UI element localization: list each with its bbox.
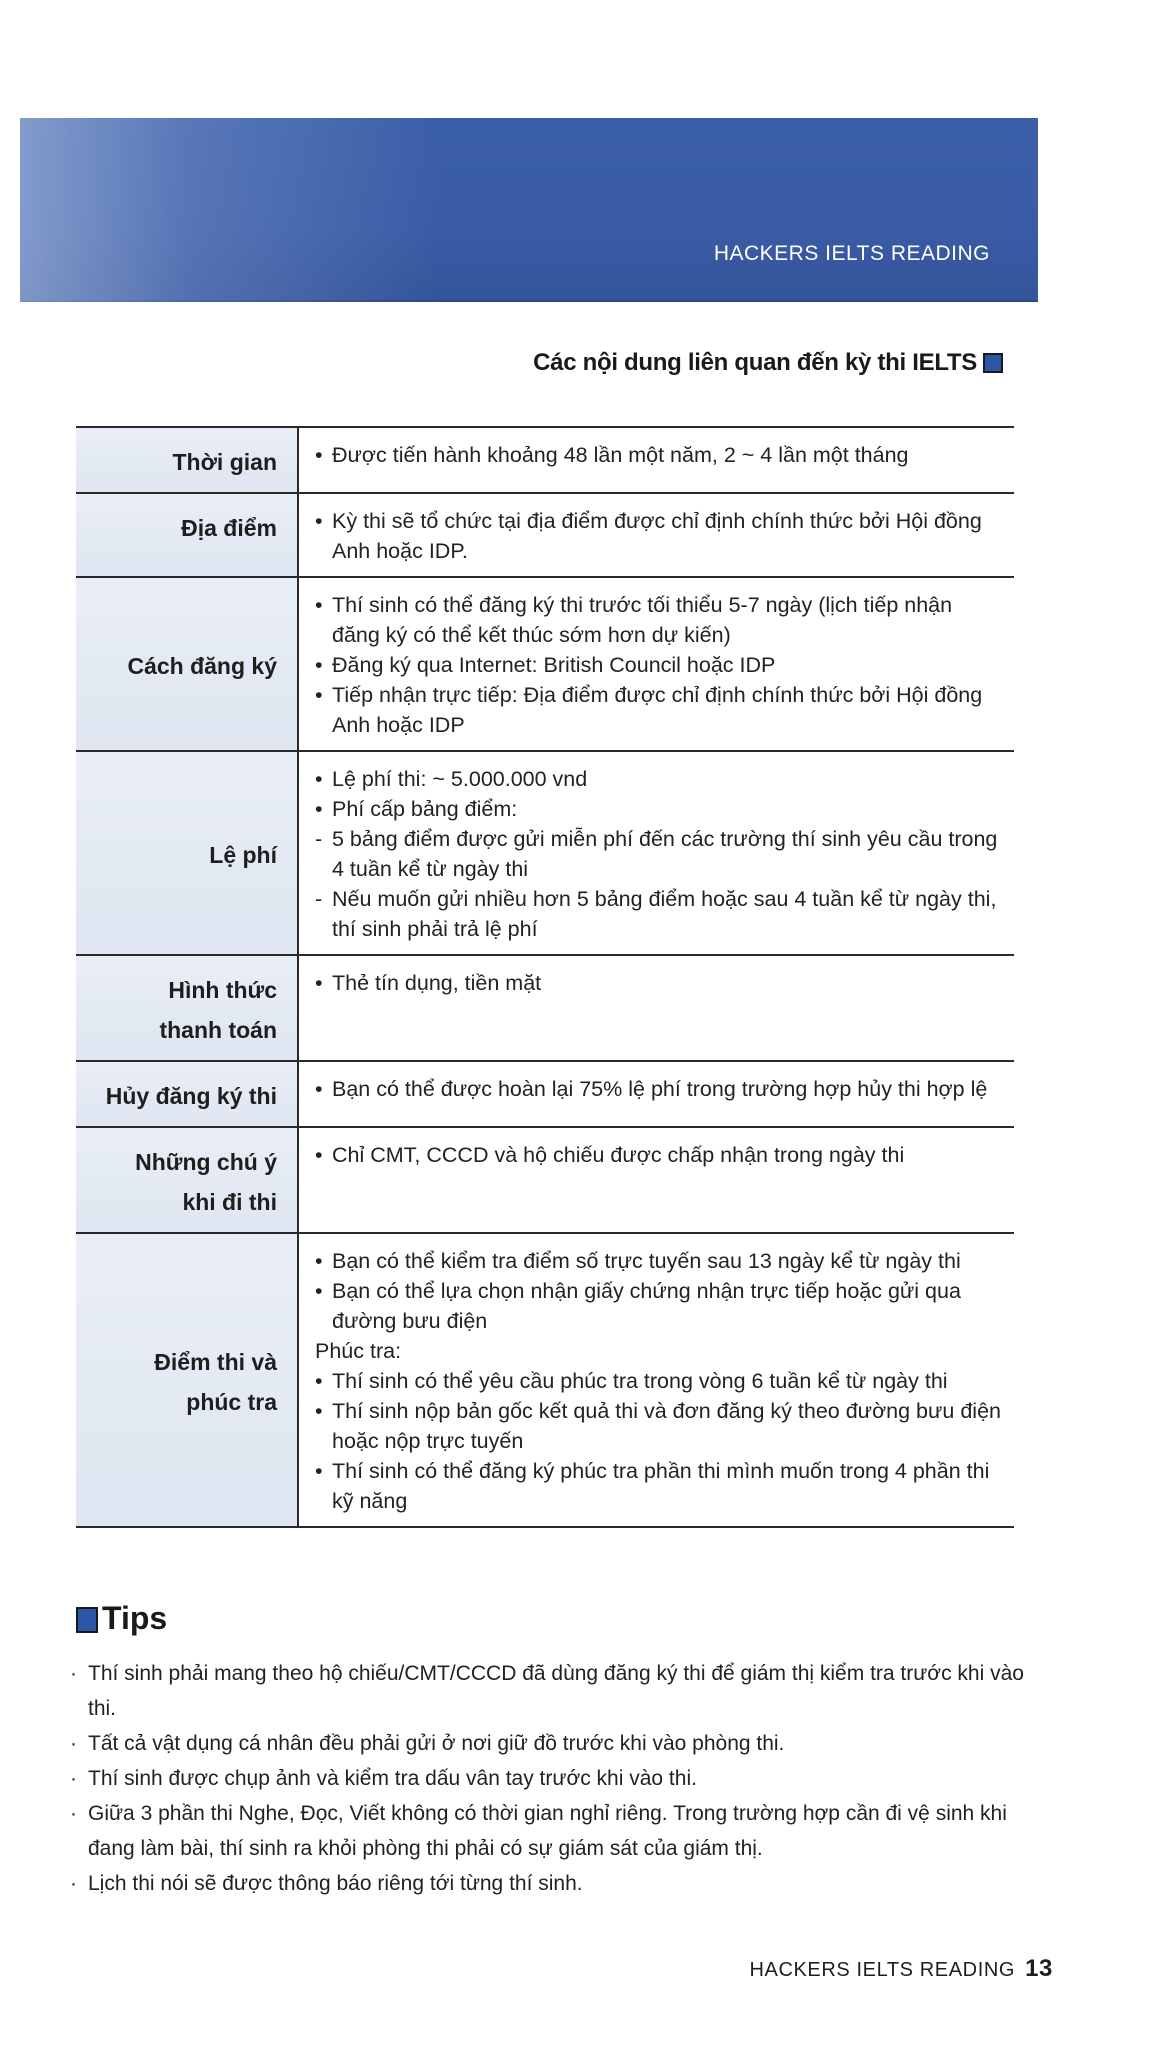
content-text: Thí sinh nộp bản gốc kết quả thi và đơn đăng ký theo đường bưu điện hoặc nộp trực tuyến bbox=[332, 1399, 1001, 1453]
bullet-icon: • bbox=[315, 1459, 323, 1483]
row-label-line: Hủy đăng ký thi bbox=[105, 1083, 277, 1109]
bullet-icon: • bbox=[315, 1143, 323, 1167]
content-text: Thí sinh có thể đăng ký phúc tra phần thi mình muốn trong 4 phần thi kỹ năng bbox=[332, 1459, 990, 1513]
row-label-line: Những chú ý bbox=[135, 1149, 277, 1175]
tip-text: Tất cả vật dụng cá nhân đều phải gửi ở nơi giữ đồ trước khi vào phòng thi. bbox=[88, 1732, 785, 1755]
row-label bbox=[76, 1127, 298, 1233]
exam-info-table bbox=[76, 426, 1014, 1528]
content-text: Phí cấp bảng điểm: bbox=[332, 797, 518, 821]
row-content bbox=[298, 1061, 1014, 1127]
tips-heading-text: Tips bbox=[102, 1600, 168, 1636]
tips-list bbox=[70, 1656, 1030, 1901]
row-label-line: Lệ phí bbox=[209, 842, 277, 868]
table-row bbox=[76, 493, 1014, 577]
row-content bbox=[298, 1233, 1014, 1527]
row-label bbox=[76, 751, 298, 955]
table-row bbox=[76, 1127, 1014, 1233]
page-footer bbox=[749, 1955, 1053, 1983]
banner-title: HACKERS IELTS READING bbox=[713, 242, 990, 265]
content-line bbox=[315, 590, 1002, 650]
tip-item bbox=[70, 1796, 1030, 1866]
tip-item bbox=[70, 1726, 1030, 1761]
content-text: Đăng ký qua Internet: British Council hoặc IDP bbox=[332, 653, 776, 677]
row-label-line: Điểm thi và bbox=[154, 1349, 277, 1375]
table-row bbox=[76, 1233, 1014, 1527]
bullet-icon: • bbox=[315, 683, 323, 707]
dash-marker: - bbox=[315, 827, 323, 851]
tip-item bbox=[70, 1761, 1030, 1796]
square-bullet-icon bbox=[983, 353, 1003, 373]
row-label-line: Hình thức bbox=[168, 977, 277, 1003]
content-text: Thẻ tín dụng, tiền mặt bbox=[332, 971, 542, 995]
content-text: Bạn có thể lựa chọn nhận giấy chứng nhận trực tiếp hoặc gửi qua đường bưu điện bbox=[332, 1279, 961, 1333]
content-text: Nếu muốn gửi nhiều hơn 5 bảng điểm hoặc sau 4 tuần kể từ ngày thi, thí sinh phải trả lệ phí bbox=[332, 887, 997, 941]
content-line bbox=[315, 1074, 1002, 1104]
content-line bbox=[315, 794, 1002, 824]
tips-heading bbox=[76, 1600, 167, 1637]
content-line bbox=[315, 824, 1002, 884]
row-label-line: thanh toán bbox=[159, 1017, 277, 1043]
content-text: Bạn có thể kiểm tra điểm số trực tuyến sau 13 ngày kể từ ngày thi bbox=[332, 1249, 961, 1273]
content-line bbox=[315, 1396, 1002, 1456]
bullet-icon: • bbox=[315, 443, 323, 467]
row-content bbox=[298, 427, 1014, 493]
table-row bbox=[76, 577, 1014, 751]
table-row bbox=[76, 955, 1014, 1061]
content-text: Chỉ CMT, CCCD và hộ chiếu được chấp nhận trong ngày thi bbox=[332, 1143, 905, 1167]
bullet-icon: • bbox=[315, 1399, 323, 1423]
footer-running-title: HACKERS IELTS READING bbox=[749, 1959, 1016, 1981]
content-line bbox=[315, 1456, 1002, 1516]
content-line bbox=[315, 1366, 1002, 1396]
bullet-icon: · bbox=[70, 1662, 77, 1685]
banner-texture bbox=[20, 118, 440, 302]
content-text: Bạn có thể được hoàn lại 75% lệ phí trong trường hợp hủy thi hợp lệ bbox=[332, 1077, 988, 1101]
row-label-line: phúc tra bbox=[186, 1389, 277, 1415]
bullet-icon: • bbox=[315, 509, 323, 533]
bullet-icon: • bbox=[315, 767, 323, 791]
row-label-line: Thời gian bbox=[172, 449, 277, 475]
table-row bbox=[76, 1061, 1014, 1127]
tip-item bbox=[70, 1656, 1030, 1726]
page-number: 13 bbox=[1025, 1955, 1053, 1982]
content-text: Thí sinh có thể đăng ký thi trước tối thiểu 5-7 ngày (lịch tiếp nhận đăng ký có thể kết thúc sớm hơn dự kiến) bbox=[332, 593, 953, 647]
content-text: Kỳ thi sẽ tổ chức tại địa điểm được chỉ định chính thức bởi Hội đồng Anh hoặc IDP. bbox=[332, 509, 982, 563]
row-label bbox=[76, 427, 298, 493]
bullet-icon: · bbox=[70, 1802, 77, 1825]
tip-text: Giữa 3 phần thi Nghe, Đọc, Viết không có thời gian nghỉ riêng. Trong trường hợp cần đi vệ sinh khi đang làm bài, thí sinh ra khỏi phòng thi phải có sự giám sát của giám thị. bbox=[88, 1802, 1007, 1860]
content-line bbox=[315, 506, 1002, 566]
tip-text: Lịch thi nói sẽ được thông báo riêng tới từng thí sinh. bbox=[88, 1872, 583, 1895]
content-text: Được tiến hành khoảng 48 lần một năm, 2 ~ 4 lần một tháng bbox=[332, 443, 909, 467]
row-content bbox=[298, 751, 1014, 955]
bullet-icon: · bbox=[70, 1872, 77, 1895]
tip-item bbox=[70, 1866, 1030, 1901]
bullet-icon: • bbox=[315, 593, 323, 617]
bullet-icon: · bbox=[70, 1732, 77, 1755]
row-label bbox=[76, 577, 298, 751]
table-row bbox=[76, 427, 1014, 493]
header-banner bbox=[20, 118, 1038, 302]
bullet-icon: • bbox=[315, 653, 323, 677]
content-text: Tiếp nhận trực tiếp: Địa điểm được chỉ định chính thức bởi Hội đồng Anh hoặc IDP bbox=[332, 683, 983, 737]
content-line bbox=[315, 1336, 1002, 1366]
bullet-icon: • bbox=[315, 1249, 323, 1273]
row-label bbox=[76, 493, 298, 577]
content-line bbox=[315, 440, 1002, 470]
dash-marker: - bbox=[315, 887, 323, 911]
row-label bbox=[76, 955, 298, 1061]
row-label bbox=[76, 1061, 298, 1127]
row-label-line: Địa điểm bbox=[181, 515, 277, 541]
bullet-icon: • bbox=[315, 1279, 323, 1303]
section-title bbox=[533, 349, 1003, 377]
row-content bbox=[298, 955, 1014, 1061]
row-content bbox=[298, 577, 1014, 751]
content-text: Lệ phí thi: ~ 5.000.000 vnd bbox=[332, 767, 588, 791]
content-line bbox=[315, 764, 1002, 794]
bullet-icon: • bbox=[315, 1077, 323, 1101]
content-line bbox=[315, 968, 1002, 998]
table-row bbox=[76, 751, 1014, 955]
square-bullet-icon bbox=[76, 1607, 98, 1633]
bullet-icon: • bbox=[315, 971, 323, 995]
bullet-icon: · bbox=[70, 1767, 77, 1790]
row-label-line: khi đi thi bbox=[182, 1189, 277, 1215]
row-label bbox=[76, 1233, 298, 1527]
content-line bbox=[315, 884, 1002, 944]
tip-text: Thí sinh được chụp ảnh và kiểm tra dấu vân tay trước khi vào thi. bbox=[88, 1767, 697, 1790]
bullet-icon: • bbox=[315, 1369, 323, 1393]
content-text: Phúc tra: bbox=[315, 1339, 402, 1363]
row-label-line: Cách đăng ký bbox=[127, 653, 277, 679]
content-text: 5 bảng điểm được gửi miễn phí đến các trường thí sinh yêu cầu trong 4 tuần kể từ ngày thi bbox=[332, 827, 998, 881]
content-line bbox=[315, 680, 1002, 740]
row-content bbox=[298, 1127, 1014, 1233]
row-content bbox=[298, 493, 1014, 577]
bullet-icon: • bbox=[315, 797, 323, 821]
content-text: Thí sinh có thể yêu cầu phúc tra trong vòng 6 tuần kể từ ngày thi bbox=[332, 1369, 948, 1393]
content-line bbox=[315, 650, 1002, 680]
content-line bbox=[315, 1276, 1002, 1336]
content-line bbox=[315, 1140, 1002, 1170]
tip-text: Thí sinh phải mang theo hộ chiếu/CMT/CCCD đã dùng đăng ký thi để giám thị kiểm tra trước khi vào thi. bbox=[88, 1662, 1024, 1720]
section-title-text: Các nội dung liên quan đến kỳ thi IELTS bbox=[533, 349, 977, 376]
content-line bbox=[315, 1246, 1002, 1276]
exam-info-table-body bbox=[76, 427, 1014, 1527]
